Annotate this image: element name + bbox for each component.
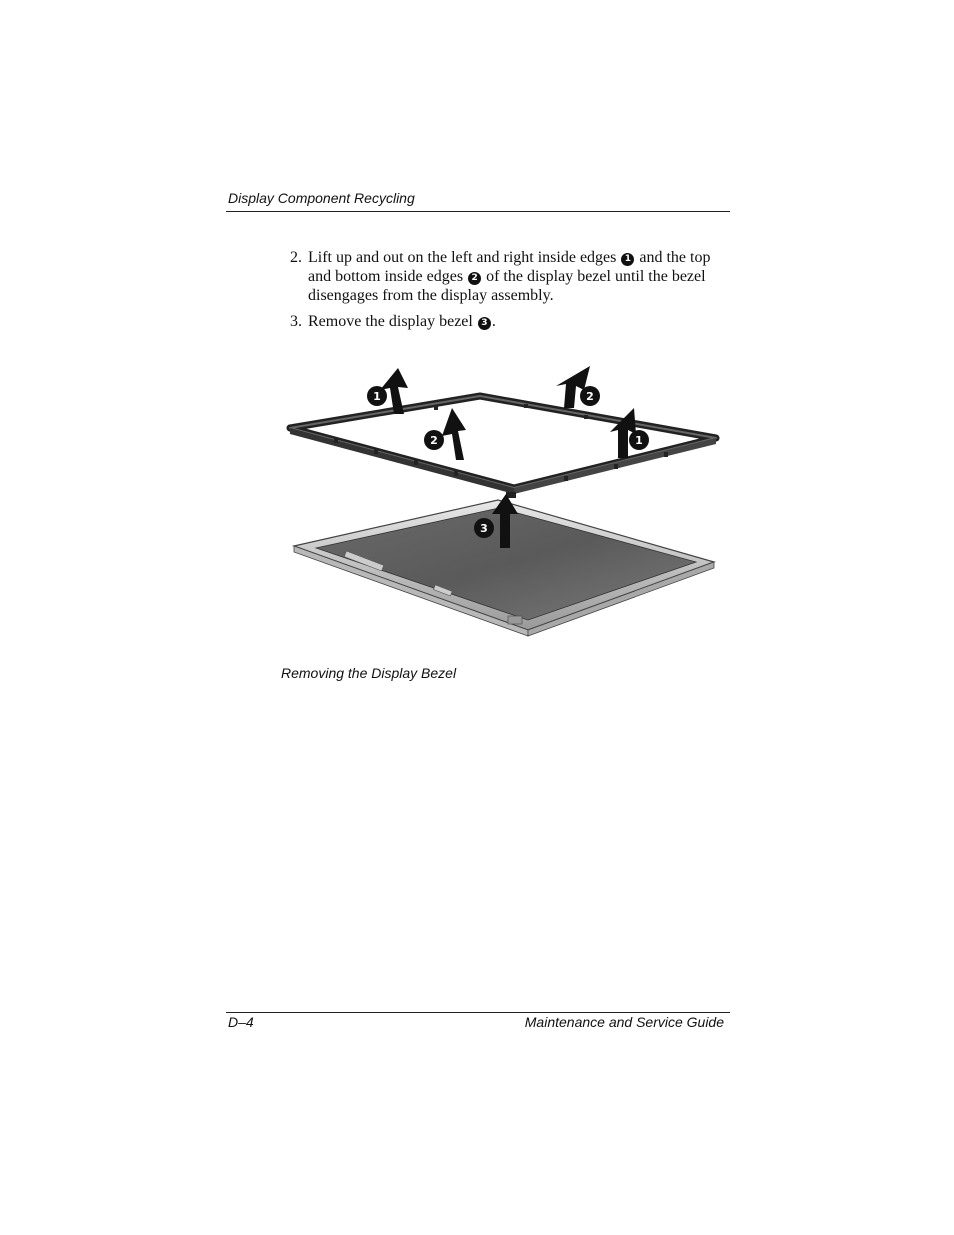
figure-callout-2-front	[424, 430, 444, 450]
callout-2-icon: 2	[468, 272, 481, 285]
svg-text:3: 3	[480, 522, 488, 535]
figure-callout-1-left	[367, 386, 387, 406]
running-header: Display Component Recycling	[228, 190, 415, 206]
svg-text:1: 1	[373, 390, 381, 403]
figure-caption: Removing the Display Bezel	[281, 665, 457, 681]
figure-callout-2-back	[580, 386, 600, 406]
figure-callout-1-right	[629, 430, 649, 450]
svg-text:2: 2	[430, 434, 438, 447]
bezel-removal-illustration	[284, 358, 724, 648]
step-3	[290, 312, 730, 331]
svg-text:1: 1	[635, 434, 643, 447]
display-bezel	[290, 396, 716, 498]
footer-rule	[226, 1012, 730, 1013]
step-2	[290, 248, 730, 305]
step-number: 3.	[290, 313, 302, 330]
callout-3-icon: 3	[478, 317, 491, 330]
callout-1-icon: 1	[621, 253, 634, 266]
step-number: 2.	[290, 249, 302, 266]
arrow-front-icon	[442, 408, 466, 460]
guide-title: Maintenance and Service Guide	[524, 1014, 724, 1030]
step-text: Lift up and out on the left and right inside edges 1 and the top and bottom inside edges 2 of the display bezel until the bezel disengages from the display assembly.	[308, 249, 711, 304]
header-rule	[226, 211, 730, 212]
figure-callout-3	[474, 518, 494, 538]
page-number: D–4	[228, 1014, 254, 1030]
svg-text:2: 2	[586, 390, 594, 403]
step-text: Remove the display bezel 3 .	[308, 313, 496, 330]
